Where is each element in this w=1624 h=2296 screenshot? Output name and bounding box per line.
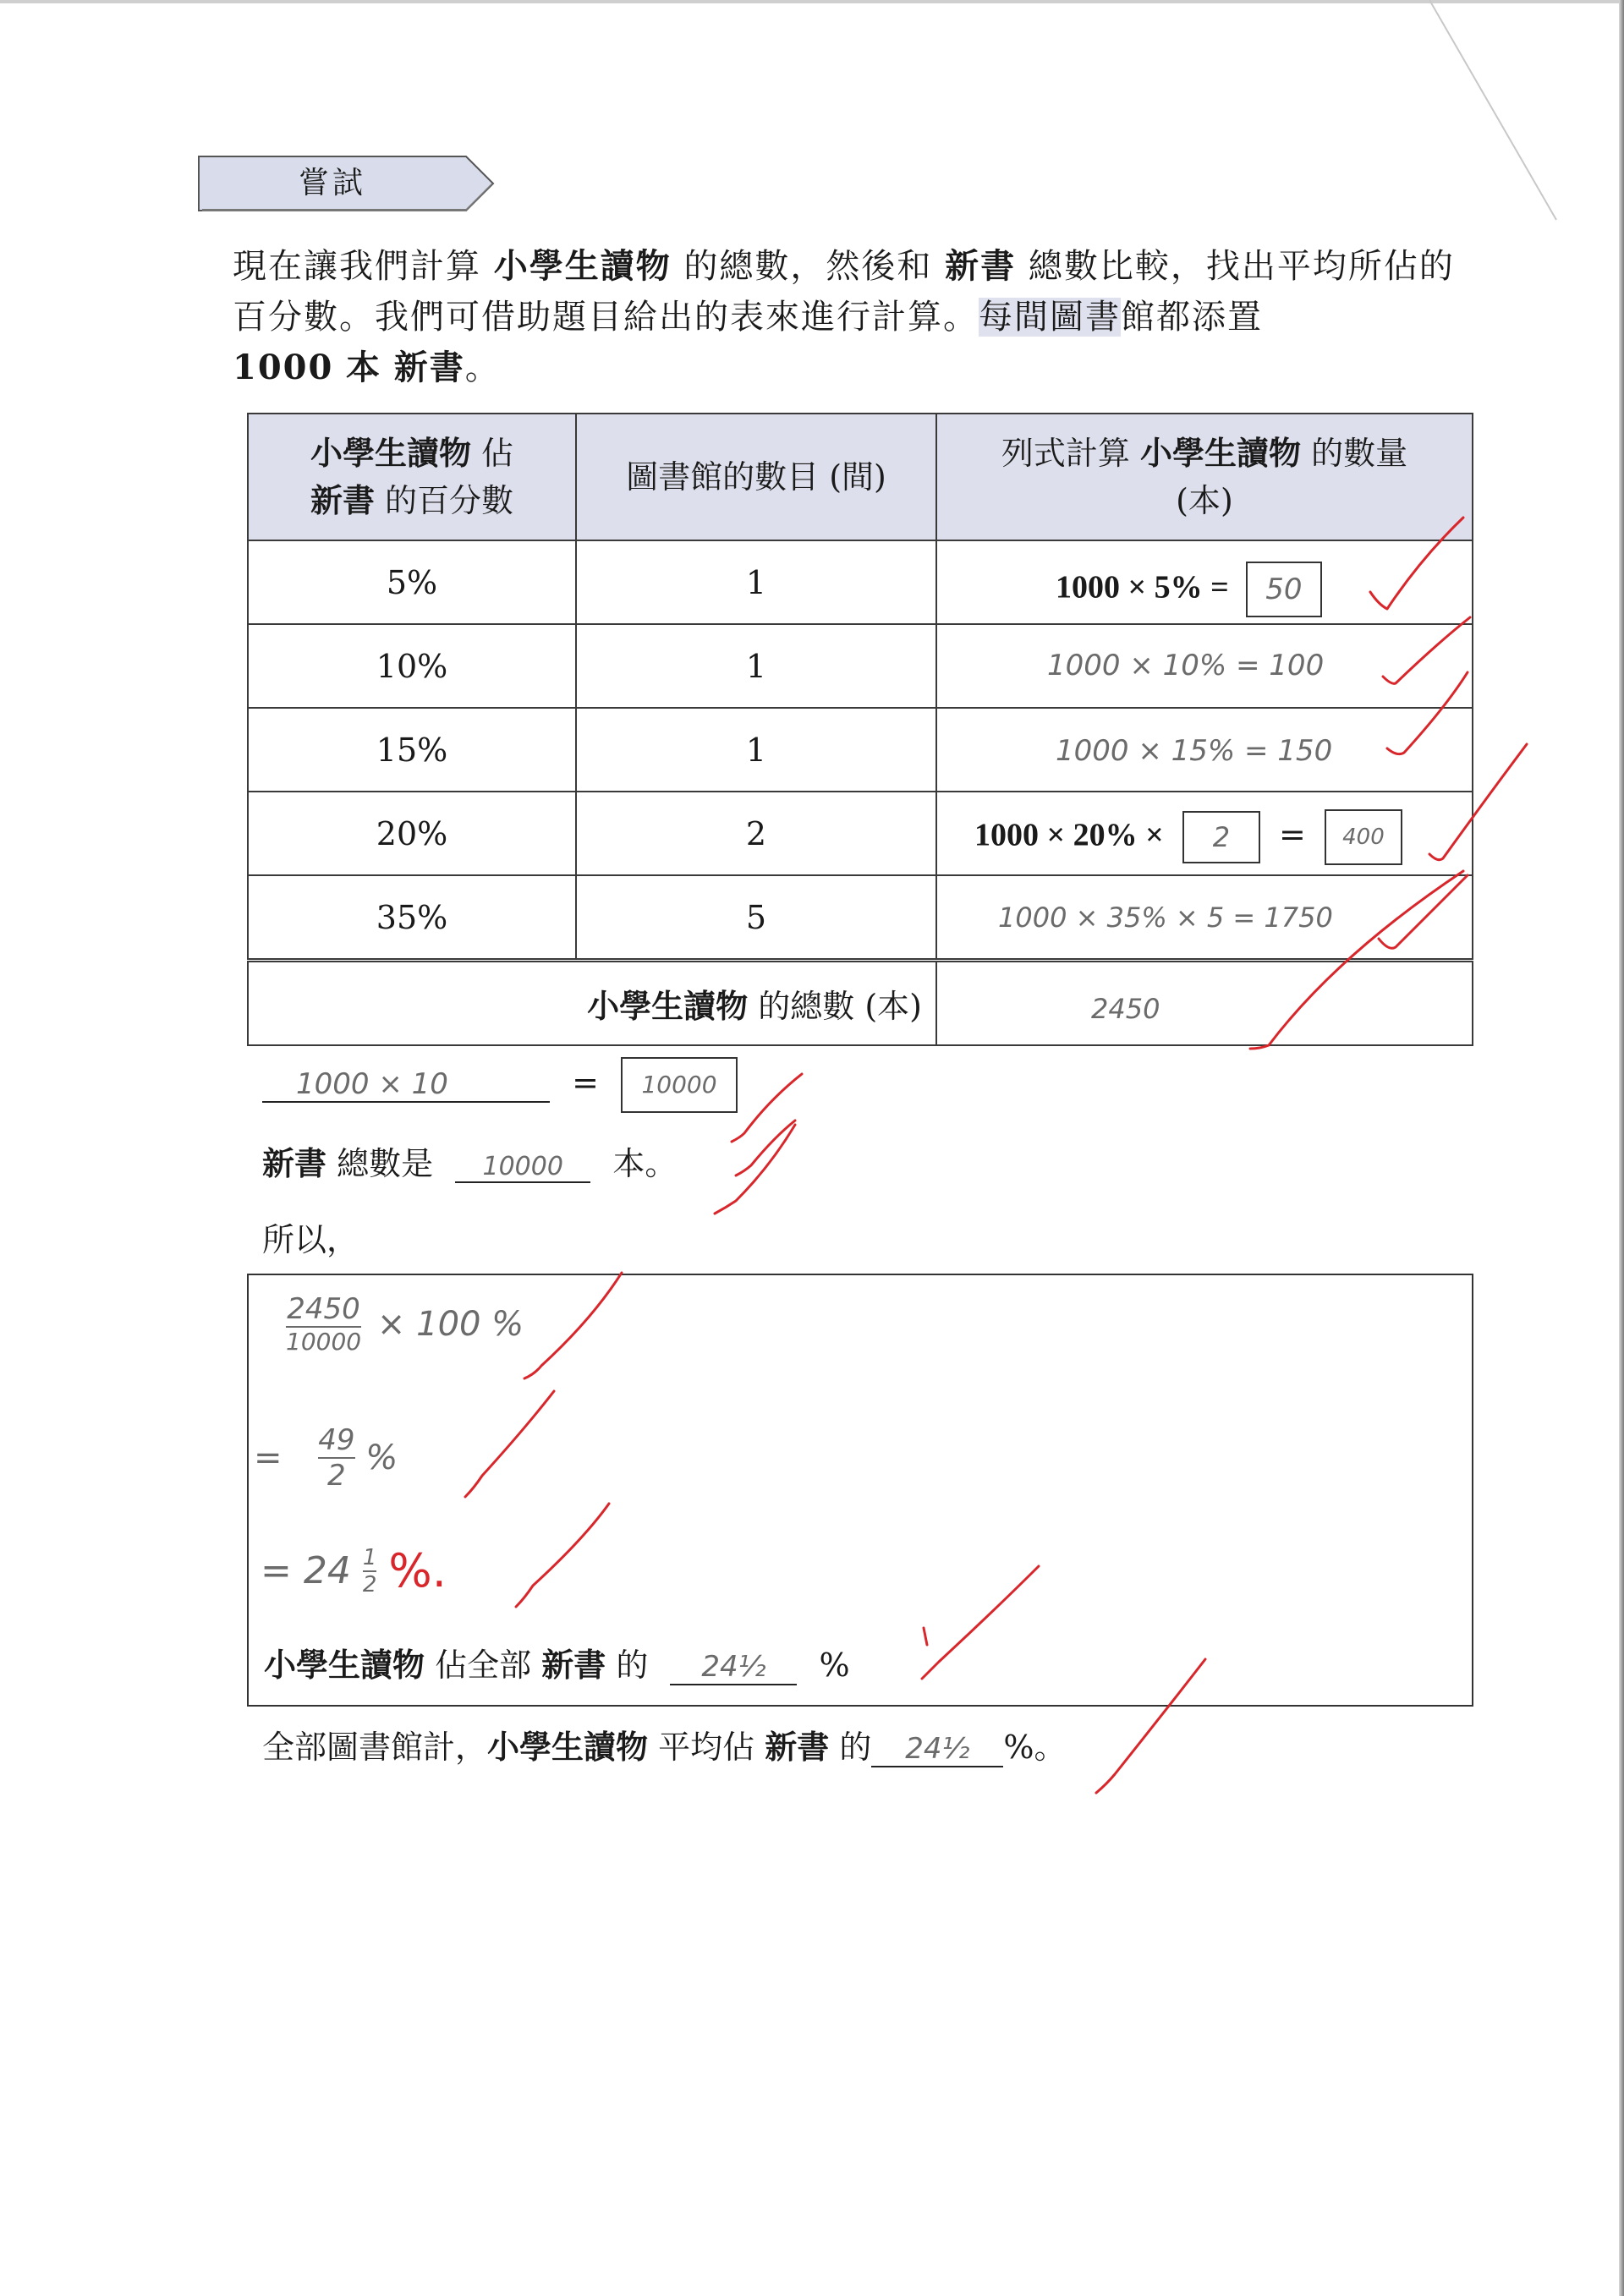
table-total-row <box>248 961 1473 1046</box>
page-fold-line <box>1429 0 1624 262</box>
table-row <box>248 624 1473 708</box>
calc-cell <box>936 875 1473 961</box>
final-text: 平均佔 <box>658 1729 755 1766</box>
fraction-denominator: 2 <box>362 1571 377 1597</box>
header-calculation <box>936 414 1473 540</box>
table-row <box>248 875 1473 961</box>
box-answer-text: 的 <box>616 1647 649 1684</box>
final-text: 全部圖書館計， <box>262 1729 488 1766</box>
total-value-cell[interactable] <box>936 961 1473 1046</box>
calc-cell <box>936 708 1473 792</box>
intro-text: 現在讓我們計算 <box>233 247 481 286</box>
calc-cell <box>936 540 1473 624</box>
newbooks-expression[interactable]: 1000 × 10 <box>262 1067 550 1103</box>
percent-sign-red: %. <box>388 1544 447 1597</box>
box-answer-term: 小學生讀物 <box>264 1646 425 1684</box>
box-answer-line <box>264 1639 850 1685</box>
checkmark-icon <box>736 1121 795 1175</box>
final-text: 的 <box>839 1729 872 1766</box>
newbooks-unit: 本。 <box>612 1145 678 1182</box>
fraction-numerator: 2450 <box>287 1292 360 1326</box>
intro-text: 館都添置 <box>1121 298 1263 337</box>
mixed-number-whole: = 24 <box>261 1549 351 1592</box>
libraries-cell: 2 <box>576 792 936 875</box>
calc-cell <box>936 624 1473 708</box>
header-text: (本) <box>1176 482 1233 519</box>
box-answer-term: 新書 <box>541 1646 606 1684</box>
intro-unit: 本 <box>346 348 382 387</box>
checkmark-icon <box>732 1074 802 1142</box>
header-term: 小學生讀物 <box>310 434 471 472</box>
percent-sign: % <box>819 1647 850 1684</box>
header-text: 的數量 <box>1311 435 1408 472</box>
intro-term-newbooks: 新書 <box>945 246 1017 286</box>
section-tag <box>197 155 495 212</box>
percent-sign: % <box>365 1438 398 1477</box>
box-answer-blank[interactable]: 24½ <box>670 1650 797 1685</box>
answer-box[interactable]: 50 <box>1246 562 1322 617</box>
equals-sign: = <box>254 1438 283 1477</box>
final-answer-line <box>262 1721 1066 1767</box>
printed-expression: 1000 × 20% × <box>974 817 1164 853</box>
work-step-1 <box>286 1292 524 1356</box>
scan-right-edge <box>1619 0 1624 2296</box>
table-row <box>248 540 1473 624</box>
intro-text: 。 <box>464 348 501 387</box>
header-text: 的百分數 <box>385 482 514 519</box>
intro-text: 總數比較，找出平均所佔的百分數。我們可借助題目給出的表來進行計算。 <box>233 247 1455 337</box>
calculation-table <box>247 413 1473 1046</box>
handwritten-expression: 1000 × 35% × 5 = 1750 <box>998 901 1333 934</box>
intro-term-newbooks: 新書 <box>393 348 465 387</box>
therefore-label: 所以， <box>262 1221 359 1258</box>
intro-text: 的總數，然後和 <box>683 247 933 286</box>
answer-box[interactable]: 400 <box>1325 809 1402 865</box>
header-text: 佔 <box>481 435 514 472</box>
libraries-cell: 1 <box>576 708 936 792</box>
newbooks-calc-line <box>262 1057 738 1113</box>
final-term: 新書 <box>765 1728 830 1766</box>
intro-highlight: 每間圖書 <box>979 298 1121 337</box>
libraries-cell: 1 <box>576 624 936 708</box>
printed-expression: 1000 × 5% = <box>1056 569 1229 606</box>
header-term: 新書 <box>310 481 375 519</box>
table-row <box>248 708 1473 792</box>
percent-cell: 35% <box>248 875 576 961</box>
newbooks-term: 新書 <box>262 1144 327 1182</box>
work-step-3 <box>261 1544 447 1597</box>
percent-cell: 15% <box>248 708 576 792</box>
newbooks-total-line <box>262 1137 677 1184</box>
equals-sign: = <box>1279 815 1306 853</box>
fraction-numerator: 1 <box>362 1544 377 1570</box>
header-text: 列式計算 <box>1001 435 1130 472</box>
header-percent <box>248 414 576 540</box>
fraction-denominator: 10000 <box>286 1328 362 1356</box>
box-answer-text: 佔全部 <box>435 1647 532 1684</box>
fraction-denominator: 2 <box>327 1459 346 1493</box>
table-row <box>248 792 1473 875</box>
working-box[interactable] <box>247 1274 1473 1707</box>
total-value: 2450 <box>1091 993 1160 1025</box>
multiplier-box[interactable]: 2 <box>1182 811 1260 863</box>
intro-term-reading: 小學生讀物 <box>493 246 672 286</box>
work-step-2 <box>254 1423 398 1493</box>
intro-paragraph <box>233 241 1468 393</box>
percent-cell: 10% <box>248 624 576 708</box>
times-expression: × 100 % <box>376 1304 524 1344</box>
total-term: 小學生讀物 <box>587 987 749 1025</box>
total-text: 的總數 (本) <box>758 988 922 1025</box>
percent-cell: 20% <box>248 792 576 875</box>
calc-cell <box>936 792 1473 875</box>
section-tag-label: 嘗試 <box>298 166 366 200</box>
handwritten-expression: 1000 × 10% = 100 <box>1047 649 1325 682</box>
newbooks-total-blank[interactable]: 10000 <box>455 1152 590 1183</box>
table-header-row <box>248 414 1473 540</box>
handwritten-expression: 1000 × 15% = 150 <box>1056 734 1333 768</box>
final-text: %。 <box>1003 1729 1067 1766</box>
final-answer-blank[interactable]: 24½ <box>871 1732 1003 1767</box>
libraries-cell: 1 <box>576 540 936 624</box>
header-libraries: 圖書館的數目 (間) <box>576 414 936 540</box>
scan-top-edge <box>0 0 1624 3</box>
intro-qty: 1000 <box>233 348 334 387</box>
libraries-cell: 5 <box>576 875 936 961</box>
fraction-numerator: 49 <box>318 1423 355 1457</box>
header-term: 小學生讀物 <box>1139 434 1301 472</box>
newbooks-result-box[interactable]: 10000 <box>621 1057 738 1113</box>
equals-sign: = <box>572 1063 599 1101</box>
percent-cell: 5% <box>248 540 576 624</box>
checkmark-icon <box>715 1125 795 1214</box>
final-term: 小學生讀物 <box>487 1728 649 1766</box>
newbooks-text: 總數是 <box>337 1145 434 1182</box>
total-label-cell <box>248 961 936 1046</box>
